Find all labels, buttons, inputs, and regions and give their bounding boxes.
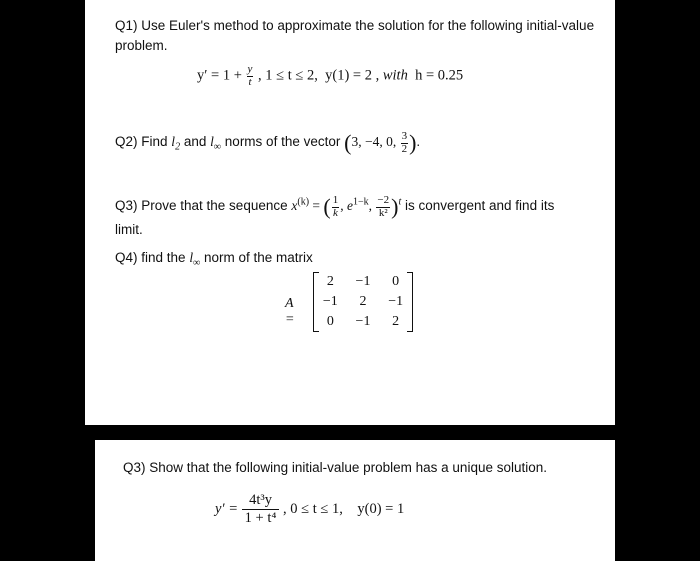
q3a-line-2: limit.: [115, 222, 143, 237]
q1-line-2: problem.: [115, 38, 168, 53]
q1-with: with: [382, 67, 408, 84]
questions-panel-top: [85, 0, 615, 425]
q1-step-size: h = 0.25: [415, 67, 464, 84]
matrix-cell: −1: [388, 294, 404, 309]
q2-linf-sub: ∞: [213, 141, 222, 153]
q3a-e: e: [347, 198, 353, 214]
q3a-frac-2-num: −2: [377, 193, 390, 206]
q2-frac-den: 2: [401, 142, 408, 155]
q4-matrix: [313, 272, 413, 332]
q3a-sequence: $x^{(k)}$ = ( $\frac{1}{k}$ , $e^{1-k}$, $\frac{-2}{\text{k²}}$ )$^t$: [291, 193, 402, 219]
q2-vector-values: 3, −4, 0,: [351, 134, 397, 150]
q3a-frac-1-num: 1: [332, 193, 339, 206]
q3a-x-sup: (k): [297, 196, 310, 208]
q2-l2: [171, 134, 181, 153]
q3a-frac-1-den: k: [333, 206, 338, 219]
q3b-equation: [215, 492, 404, 528]
matrix-cell: 0: [392, 274, 400, 289]
matrix-row: [314, 312, 412, 332]
q3a-frac-2: [376, 195, 390, 219]
q3b-frac-num: 4t³y: [242, 492, 280, 510]
matrix-cell: 2: [359, 294, 367, 309]
q4-text-a: Q4) find the: [115, 250, 186, 265]
q2-paren-open: (: [344, 130, 352, 155]
q3a-line-1: [115, 194, 554, 220]
q1-line-1: Q1) Use Euler's method to approximate the solution for the following initial-value: [115, 18, 595, 33]
matrix-cell: −1: [322, 294, 338, 309]
matrix-row: [314, 292, 412, 312]
q3a-e-sup: 1−k: [353, 196, 369, 208]
q2-line: [115, 130, 420, 156]
q4-text-b: norm of the matrix: [203, 250, 313, 265]
q3a-text-a: Q3) Prove that the sequence: [115, 198, 288, 214]
q4-linf-base: l: [189, 250, 194, 265]
q2-text-b: norms of the vector: [224, 134, 341, 150]
q3b-lhs: y′ =: [215, 501, 239, 518]
matrix-cell: −1: [355, 274, 371, 289]
q2-l2-sub: 2: [175, 141, 181, 153]
q4-linf: [189, 250, 201, 269]
q4-matrix-label: A =: [285, 296, 295, 327]
q2-linf: [210, 134, 222, 153]
q1-initial-condition: y(1) = 2 ,: [325, 67, 380, 84]
q3b-fraction: [242, 492, 280, 528]
q3a-transpose: t: [398, 196, 402, 208]
q1-eq-lhs: y′ = 1 +: [197, 67, 242, 84]
matrix-cell: 0: [326, 314, 334, 329]
q2-vector: [344, 129, 417, 155]
q3b-line: Q3) Show that the following initial-value problem has a unique solution.: [123, 460, 547, 475]
matrix-cell: −1: [355, 314, 371, 329]
q3a-equals: =: [312, 198, 321, 214]
q1-range: , 1 ≤ t ≤ 2,: [258, 67, 318, 84]
q3a-paren-open: (: [323, 194, 331, 219]
q2-fraction: [401, 131, 409, 155]
q2-l2-base: l: [171, 134, 176, 150]
q4-line: [115, 250, 313, 269]
q3a-frac-2-den: k²: [378, 206, 388, 219]
q2-and: and: [183, 134, 207, 150]
q2-frac-num: 3: [401, 129, 408, 142]
q3b-range: , 0 ≤ t ≤ 1,: [283, 501, 343, 518]
q2-period: .: [416, 134, 421, 150]
q1-fraction: [247, 64, 254, 88]
q3a-frac-1: [332, 195, 340, 219]
q2-paren-close: ): [409, 130, 417, 155]
matrix-cell: 2: [326, 274, 334, 289]
q3a-text-b: is convergent and find its: [404, 198, 555, 214]
q1-equation: [197, 64, 463, 88]
q1-frac-den: t: [248, 75, 252, 88]
matrix-row: [314, 272, 412, 292]
q2-linf-base: l: [210, 134, 214, 150]
matrix-cell: 2: [392, 314, 400, 329]
q1-frac-num: y: [247, 63, 253, 75]
questions-panel-bottom: [95, 440, 615, 561]
q3b-frac-den: 1 + t⁴: [244, 510, 277, 527]
q2-text-a: Q2) Find: [115, 134, 168, 150]
q3a-paren-close: ): [391, 194, 399, 219]
q3b-initial-condition: y(0) = 1: [357, 501, 405, 518]
q4-linf-sub: ∞: [193, 257, 201, 269]
q3a-x: x: [291, 198, 298, 214]
